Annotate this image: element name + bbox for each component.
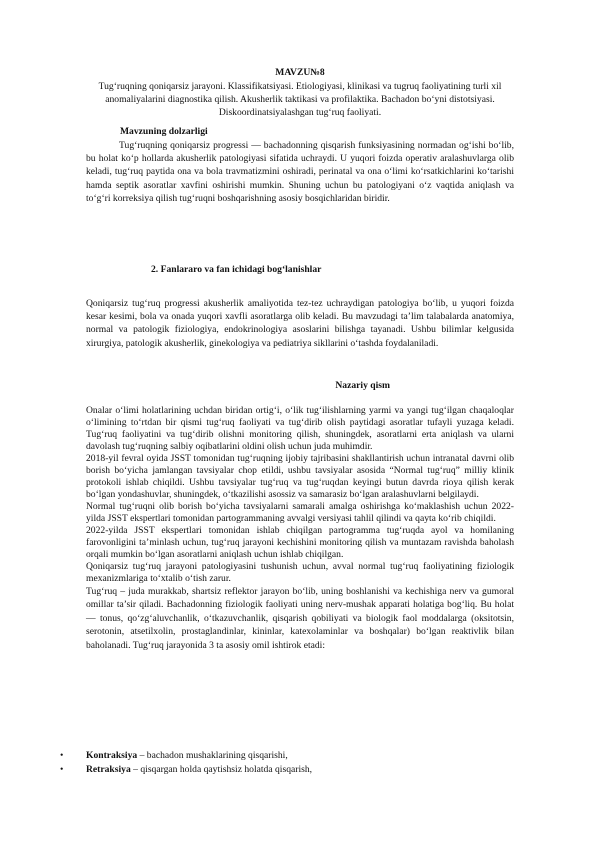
theory-paragraph: Qoniqarsiz tug‘ruq jarayoni patologiyasini tushunish uchun, avval normal tug‘ruq faoliyatining fiziologik mexanizmlariga to‘xtalib o‘tish zarur. xyxy=(86,561,514,584)
theory-paragraph: Normal tug‘ruqni olib borish bo‘yicha tavsiyalarni samarali amalga oshirishga ko‘maklashish uchun 2022-yilda JSST ekspertlari tomonidan partogrammaning avvalgi versiyasi tahlil qilindi va qayta ko‘rib chiqildi. xyxy=(86,501,514,524)
list-item xyxy=(60,763,520,777)
theory-paragraph: Onalar o‘limi holatlarining uchdan biridan ortig‘i, o‘lik tug‘ilishlarning yarmi va yangi tug‘ilgan chaqaloqlar o‘limining to‘rtdan bir qismi tug‘ruq faoliyati va tug‘dirib olish paytidagi asoratlar tufayli yuzaga keladi. Tug‘ruq faoliyatini va tug‘dirib olishni monitoring qilish, shuningdek, asoratlarni erta aniqlash va ularni davolash tug‘ruqning salbiy oqibatlarini oldini olish uchun juda muhimdir. xyxy=(86,405,514,452)
section2-text: Qoniqarsiz tug‘ruq progressi akusherlik amaliyotida tez-tez uchraydigan patologiya bo‘lib, u yuqori foizda kesar kesimi, bola va onada yuqori xavfli asoratlarga olib keladi. Bu mavzudagi ta’lim talabalarda anatomiya, normal va patologik fiziologiya, endokrinologiya asoslarini bilishga tayanadi. Ushbu bilimlar kelgusida xirurgiya, patologik akusherlik, ginekologiya va pediatriya sikllarini o‘tashda foydalaniladi. xyxy=(86,298,514,349)
bullet-icon: • xyxy=(60,750,64,761)
factor-list xyxy=(60,749,520,777)
relevance-text: Tug‘ruqning qoniqarsiz progressi — bachadonning qisqarish funksiyasining normadan og‘ishi bo‘lib, bu holat ko‘p hollarda akusherlik patologiyasi sifatida uchraydi. U yuqori foizda operativ aralashuvlarga olib keladi, tug‘ruq paytida ona va bola travmatizmini oshiradi, perinatal va ona o‘limi ko‘rsatkichlarini ko‘tarishi hamda septik asoratlar xavfini oshirishi mumkin. Shuning uchun bu patologiyani o‘z vaqtida aniqlash va to‘g‘ri korreksiya qilish tug‘ruqni boshqarishning asosiy bosqichlaridan biridir. xyxy=(86,140,514,204)
theory-body xyxy=(86,405,514,652)
theory-paragraph: 2018-yil fevral oyida JSST tomonidan tug‘ruqning ijobiy tajribasini shakllantirish uchun intranatal davrni olib borish bo‘yicha jamlangan tavsiyalar chop etildi, ushbu tavsiyalar asosida “Normal tug‘ruq” milliy klinik protokoli ishlab chiqildi. Ushbu tavsiyalar tug‘ruq va tug‘ruqdan keyingi butun davrda rioya qilish kerak bo‘lgan yondashuvlar, shuningdek, o‘tkazilishi asossiz va samarasiz bo‘lgan aralashuvlarni belgilaydi. xyxy=(86,453,514,500)
list-item-text: – qisqargan holda qaytishsiz holatda qisqarish, xyxy=(130,763,313,775)
list-item-term: Retraksiya xyxy=(86,763,131,775)
list-item-term: Kontraksiya xyxy=(86,750,138,761)
theory-paragraph: Tug‘ruq – juda murakkab, shartsiz reflektor jarayon bo‘lib, uning boshlanishi va kechishiga nerv va gumoral omillar ta’sir qiladi. Bachadonning fiziologik faoliyati uning nerv-mushak apparati holatiga bog‘liq. Bu holat — tonus, qo‘zg‘aluvchanlik, o‘tkazuvchanlik, qisqarish qobiliyati va biologik faol moddalarga (oksitotsin, serotonin, atsetilxolin, prostaglandinlar, kininlar, katexolaminlar va boshqalar) bo‘lgan reaktivlik bilan baholanadi. Tug‘ruq jarayonida 3 ta asosiy omil ishtirok etadi: xyxy=(86,586,514,651)
relevance-heading: Mavzuning dolzarligi xyxy=(120,126,208,137)
list-item-text: – bachadon mushaklarining qisqarishi, xyxy=(137,750,288,761)
section2-heading: 2. Fanlararo va fan ichidagi bog‘lanishlar xyxy=(151,264,322,275)
bullet-icon: • xyxy=(60,763,64,775)
list-item xyxy=(60,749,520,763)
document-title: MAVZU№8 xyxy=(275,67,325,78)
document-subtitle: Tug‘ruqning qoniqarsiz jarayoni. Klassifikatsiyasi. Etiologiyasi, klinikasi va tugruq faoliyatining turli xil anomaliyalarini diagnostika qilish. Akusherlik taktikasi va profilaktika. Bachadon bo‘yni distotsiyasi. Diskoordinatsiyalashgan tug‘ruq faoliyati. xyxy=(98,81,502,119)
theory-heading: Nazariy qism xyxy=(335,380,390,391)
theory-paragraph: 2022-yilda JSST ekspertlari tomonidan ishlab chiqilgan partogramma tug‘ruqda ayol va homilaning farovonligini ta’minlash uchun, tug‘ruq jarayoni kechishini monitoring qilish va muntazam ravishda baholash orqali mumkin bo‘lgan asoratlarni aniqlash uchun ishlab chiqilgan. xyxy=(86,525,514,560)
